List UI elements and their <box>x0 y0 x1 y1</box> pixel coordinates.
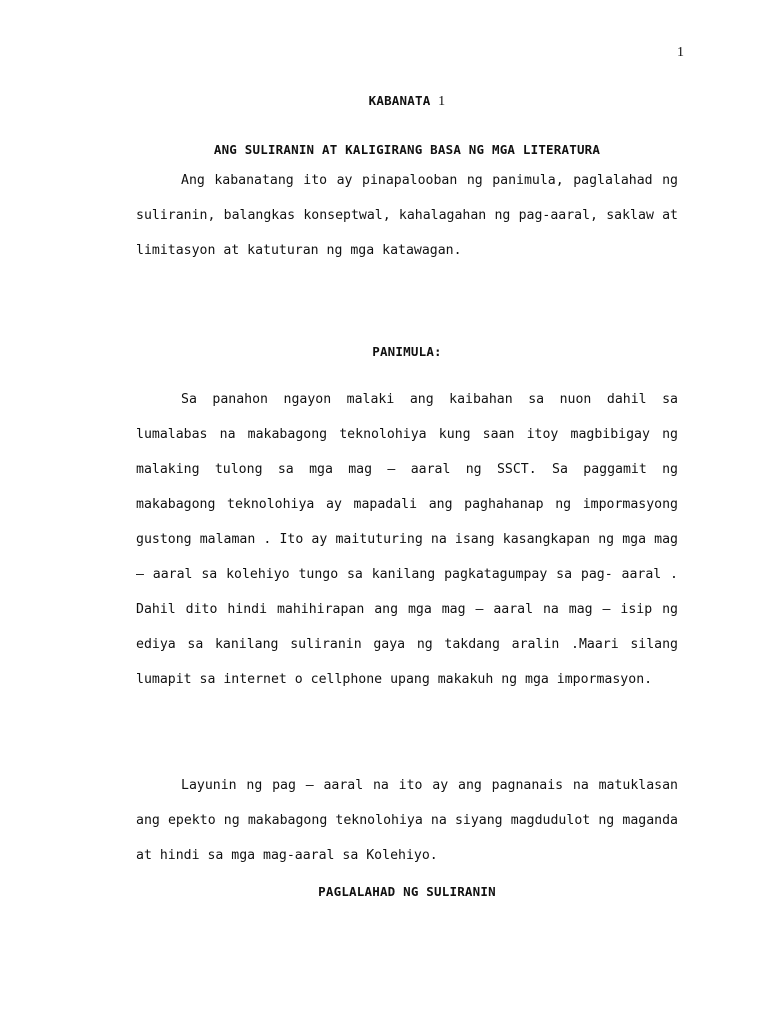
chapter-label: KABANATA <box>368 93 431 108</box>
chapter-heading <box>0 93 768 110</box>
page-number: 1 <box>677 45 684 60</box>
panimula-paragraph-1: Sa panahon ngayon malaki ang kaibahan sa nuon dahil sa lumalabas na makabagong teknolohiya kung saan itoy magbibigay ng malaking tulong sa mga mag – aaral ng SSCT. Sa paggamit ng makabagong teknolohiya ay mapadali ang paghahanap ng impormasyong gustong malaman . Ito ay maituturing na isang kasangkapan ng mga mag – aaral sa kolehiyo tungo sa kanilang pagkatagumpay sa pag- aaral . Dahil dito hindi mahihirapan ang mga mag – aaral na mag – isip ng ediya sa kanilang suliranin gaya ng takdang aralin .Maari silang lumapit sa internet o cellphone upang makakuh ng mga impormasyon. <box>136 392 678 687</box>
intro-paragraph: Ang kabanatang ito ay pinapalooban ng panimula, paglalahad ng suliranin, balangkas konseptwal, kahalagahan ng pag-aaral, saklaw at limitasyon at katuturan ng mga katawagan. <box>136 173 678 258</box>
chapter-title: ANG SULIRANIN AT KALIGIRANG BASA NG MGA LITERATURA <box>213 142 601 157</box>
section-heading-panimula: PANIMULA: <box>372 344 442 359</box>
panimula-paragraph-2: Layunin ng pag – aaral na ito ay ang pagnanais na matuklasan ang epekto ng makabagong teknolohiya na siyang magdudulot ng maganda at hindi sa mga mag-aaral sa Kolehiyo. <box>136 778 678 863</box>
chapter-number: 1 <box>438 94 446 109</box>
section-heading-paglalahad: PAGLALAHAD NG SULIRANIN <box>318 884 496 899</box>
